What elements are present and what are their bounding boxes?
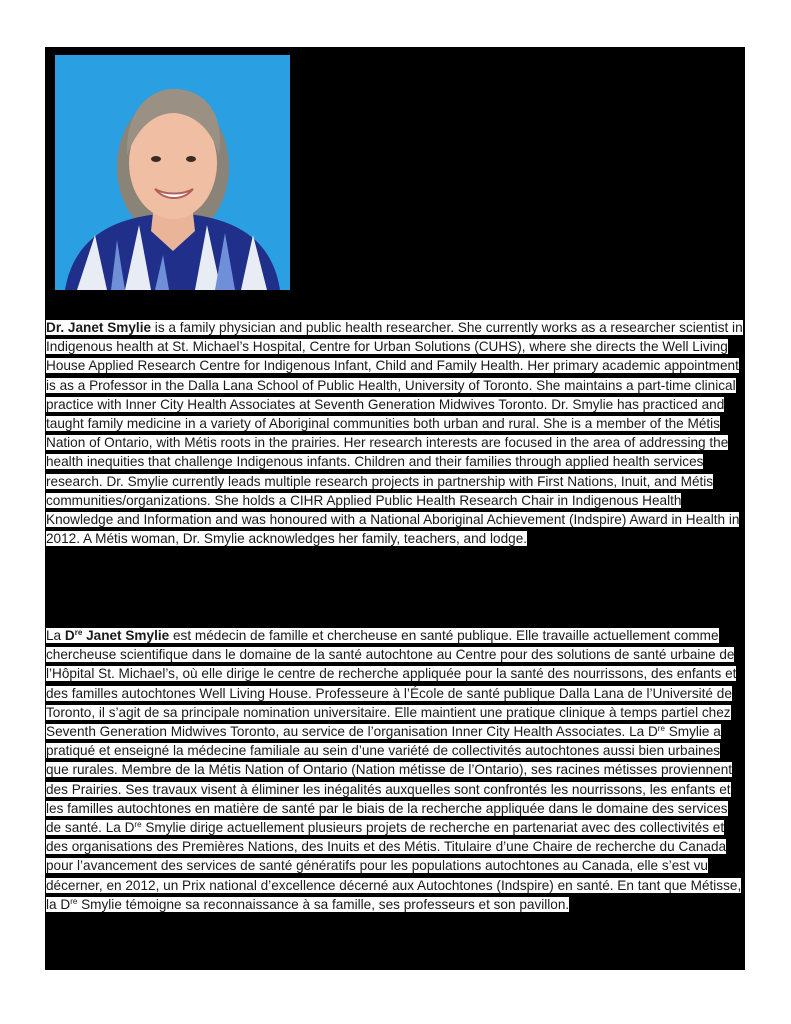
french-article: La bbox=[46, 628, 65, 643]
french-bio bbox=[46, 626, 744, 914]
french-name bbox=[65, 628, 169, 643]
french-bio-text-2: Smylie a pratiqué et enseigné la médecine familiale au sein d’une variété de collectivités autochtones aussi bien urbaines que rurales. Membre de la Métis Nation of Ontario (Nation métisse de l’Ontario), ses racines métisses proviennent des Prairies. Ses travaux visent à éliminer les inégalités auxquelles sont confrontés les nourrissons, les enfants et les familles autochtones en matière de santé par le biais de la recherche appliquée dans le domaine des services de santé. La D bbox=[46, 724, 733, 836]
english-bio bbox=[46, 318, 744, 548]
french-title-sup: re bbox=[74, 628, 83, 637]
french-sup-3: re bbox=[70, 896, 78, 906]
french-bio-text-3: Smylie dirige actuellement plusieurs projets de recherche en partenariat avec des collectivités et des organisations des Premières Nations, des Inuits et des Métis. Titulaire d’une Chaire de recherche du Canada pour l’avancement des services de santé génératifs pour les populations autochtones au Canada, elle s’est vu décerner, en 2012, un Prix national d’excellence décerné aux Autochtones (Indspire) en santé. En tant que Métisse, la D bbox=[46, 820, 742, 912]
french-sup-2: re bbox=[134, 820, 142, 830]
french-name-text: Janet Smylie bbox=[82, 628, 170, 643]
french-sup-1: re bbox=[657, 724, 665, 734]
english-name: Dr. Janet Smylie bbox=[46, 320, 152, 335]
english-bio-text: is a family physician and public health researcher. She currently works as a researcher scientist in Indigenous health at St. Michael’s Hospital, Centre for Urban Solutions (CUHS), where she directs the Well Living House Applied Research Centre for Indigenous Infant, Child and Family Health. Her primary academic appointment is as a Professor in the Dalla Lana School of Public Health, University of Toronto. She maintains a part-time clinical practice with Inner City Health Associates at Seventh Generation Midwives Toronto. Dr. Smylie has practiced and taught family medicine in a variety of Aboriginal communities both urban and rural. She is a member of the Métis Nation of Ontario, with Métis roots in the prairies. Her research interests are focused in the area of addressing the health inequities that challenge Indigenous infants. Children and their families through applied health services research. Dr. Smylie currently leads multiple research projects in partnership with First Nations, Inuit, and Métis communities/organizations. She holds a CIHR Applied Public Health Research Chair in Indigenous Health Knowledge and Information and was honoured with a National Aboriginal Achievement (Indspire) Award in Health in 2012. A Métis woman, Dr. Smylie acknowledges her family, teachers, and lodge. bbox=[46, 320, 743, 547]
french-title-prefix: D bbox=[64, 628, 75, 643]
portrait-illustration bbox=[55, 55, 290, 290]
french-bio-text-1: est médecin de famille et chercheuse en santé publique. Elle travaille actuellement comme chercheuse scientifique dans le domaine de la santé autochtone au Centre pour des solutions de santé urbaine de l’Hôpital St. Michael’s, où elle dirige le centre de recherche appliquée pour la santé des nourrissons, des enfants et des familles autochtones Well Living House. Professeure à l’École de santé publique Dalla Lana de l’Université de Toronto, il s’agit de sa principale nomination universitaire. Elle maintient une pratique clinique à temps partiel chez Seventh Generation Midwives Toronto, au service de l’organisation Inner City Health Associates. La D bbox=[46, 628, 737, 740]
portrait-photo bbox=[55, 55, 290, 290]
french-bio-text-4: Smylie témoigne sa reconnaissance à sa famille, ses professeurs et son pavillon. bbox=[77, 896, 570, 912]
